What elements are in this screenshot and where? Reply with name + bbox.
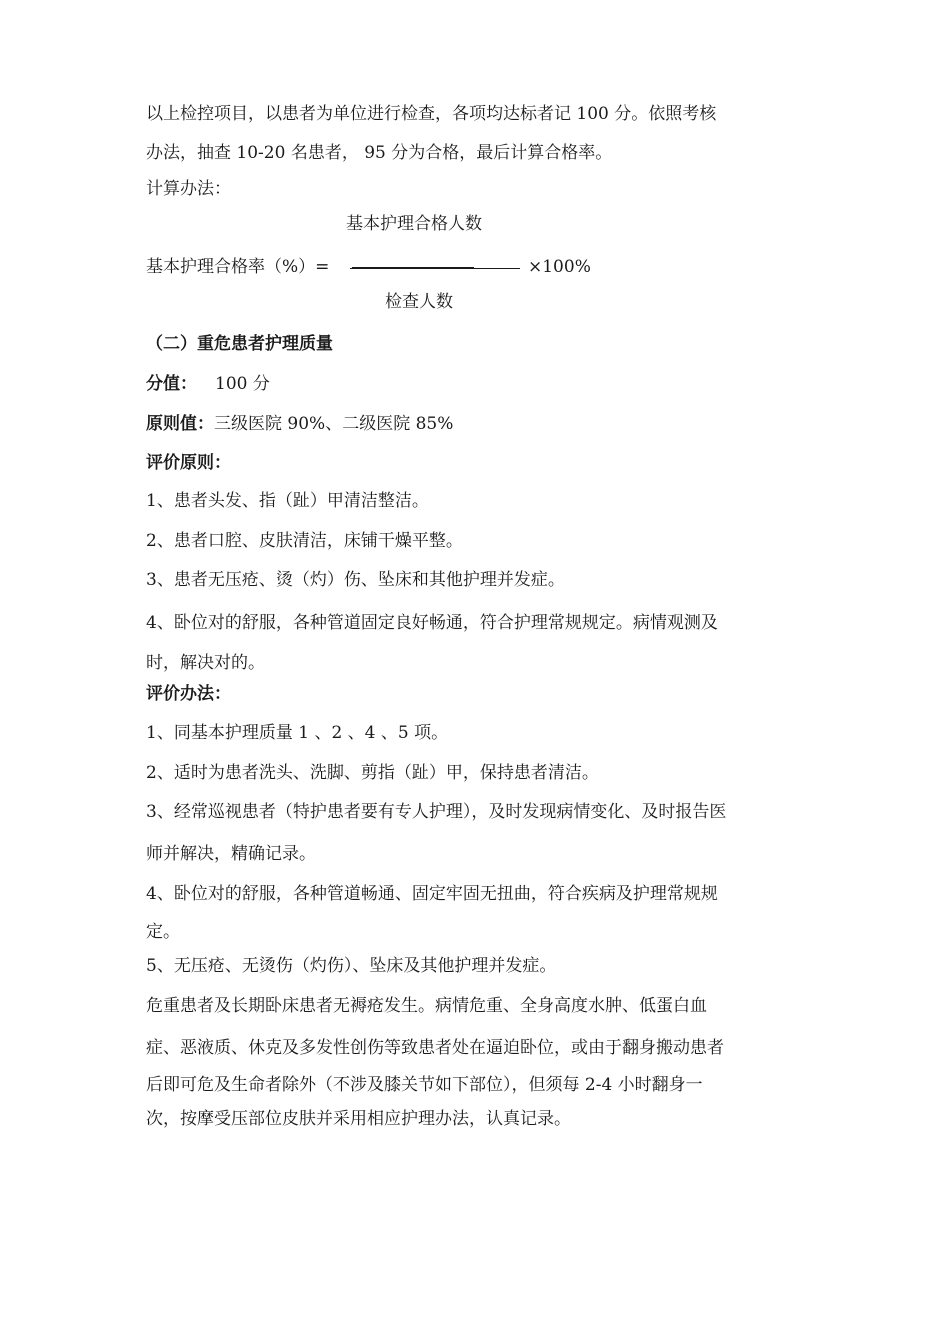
criteria-item: 时，解决对的。 bbox=[146, 653, 265, 673]
fraction-bar-emphasis bbox=[352, 267, 474, 269]
criteria-item: 4、卧位对的舒服，各种管道固定良好畅通，符合护理常规规定。病情观测及 bbox=[146, 613, 718, 633]
closing-line: 危重患者及长期卧床患者无褥疮发生。病情危重、全身高度水肿、低蛋白血 bbox=[146, 996, 707, 1016]
method-item: 1、同基本护理质量 1 、2 、4 、5 项。 bbox=[146, 723, 449, 743]
method-item: 4、卧位对的舒服，各种管道畅通、固定牢固无扭曲，符合疾病及护理常规规 bbox=[146, 884, 718, 904]
principle-label: 原则值： bbox=[146, 414, 214, 434]
criteria-item: 3、患者无压疮、烫（灼）伤、坠床和其他护理并发症。 bbox=[146, 570, 565, 590]
method-item: 3、经常巡视患者（特护患者要有专人护理），及时发现病情变化、及时报告医 bbox=[146, 802, 727, 822]
score-label: 分值： bbox=[146, 374, 197, 394]
formula-numerator: 基本护理合格人数 bbox=[346, 214, 482, 234]
closing-line: 症、恶液质、休克及多发性创伤等致患者处在逼迫卧位，或由于翻身搬动患者 bbox=[146, 1038, 724, 1058]
closing-line: 次，按摩受压部位皮肤并采用相应护理办法，认真记录。 bbox=[146, 1109, 571, 1129]
score-value: 100 分 bbox=[215, 374, 270, 394]
paragraph-line: 办法，抽查 10-20 名患者， 95 分为合格，最后计算合格率。 bbox=[146, 143, 613, 163]
method-item: 2、适时为患者洗头、洗脚、剪指（趾）甲，保持患者清洁。 bbox=[146, 763, 599, 783]
methods-label: 评价办法： bbox=[146, 684, 231, 704]
method-item: 5、无压疮、无烫伤（灼伤）、坠床及其他护理并发症。 bbox=[146, 956, 557, 976]
calc-label: 计算办法： bbox=[146, 179, 231, 199]
criteria-item: 1、患者头发、指（趾）甲清洁整洁。 bbox=[146, 491, 429, 511]
formula-multiplier: ×100% bbox=[528, 257, 591, 277]
paragraph-line: 以上检控项目，以患者为单位进行检查，各项均达标者记 100 分。依照考核 bbox=[146, 104, 717, 124]
criteria-label: 评价原则： bbox=[146, 453, 231, 473]
method-item: 定。 bbox=[146, 922, 180, 942]
criteria-item: 2、患者口腔、皮肤清洁，床铺干燥平整。 bbox=[146, 531, 463, 551]
section-heading: （二）重危患者护理质量 bbox=[146, 334, 333, 354]
formula-denominator: 检查人数 bbox=[385, 292, 453, 312]
score-row bbox=[146, 372, 270, 396]
method-item: 师并解决，精确记录。 bbox=[146, 844, 316, 864]
closing-line: 后即可危及生命者除外（不涉及膝关节如下部位），但须每 2-4 小时翻身一 bbox=[146, 1075, 703, 1095]
principle-row bbox=[146, 412, 453, 436]
principle-value: 三级医院 90%、二级医院 85% bbox=[214, 414, 454, 434]
formula-lhs: 基本护理合格率（%）= bbox=[146, 257, 330, 277]
